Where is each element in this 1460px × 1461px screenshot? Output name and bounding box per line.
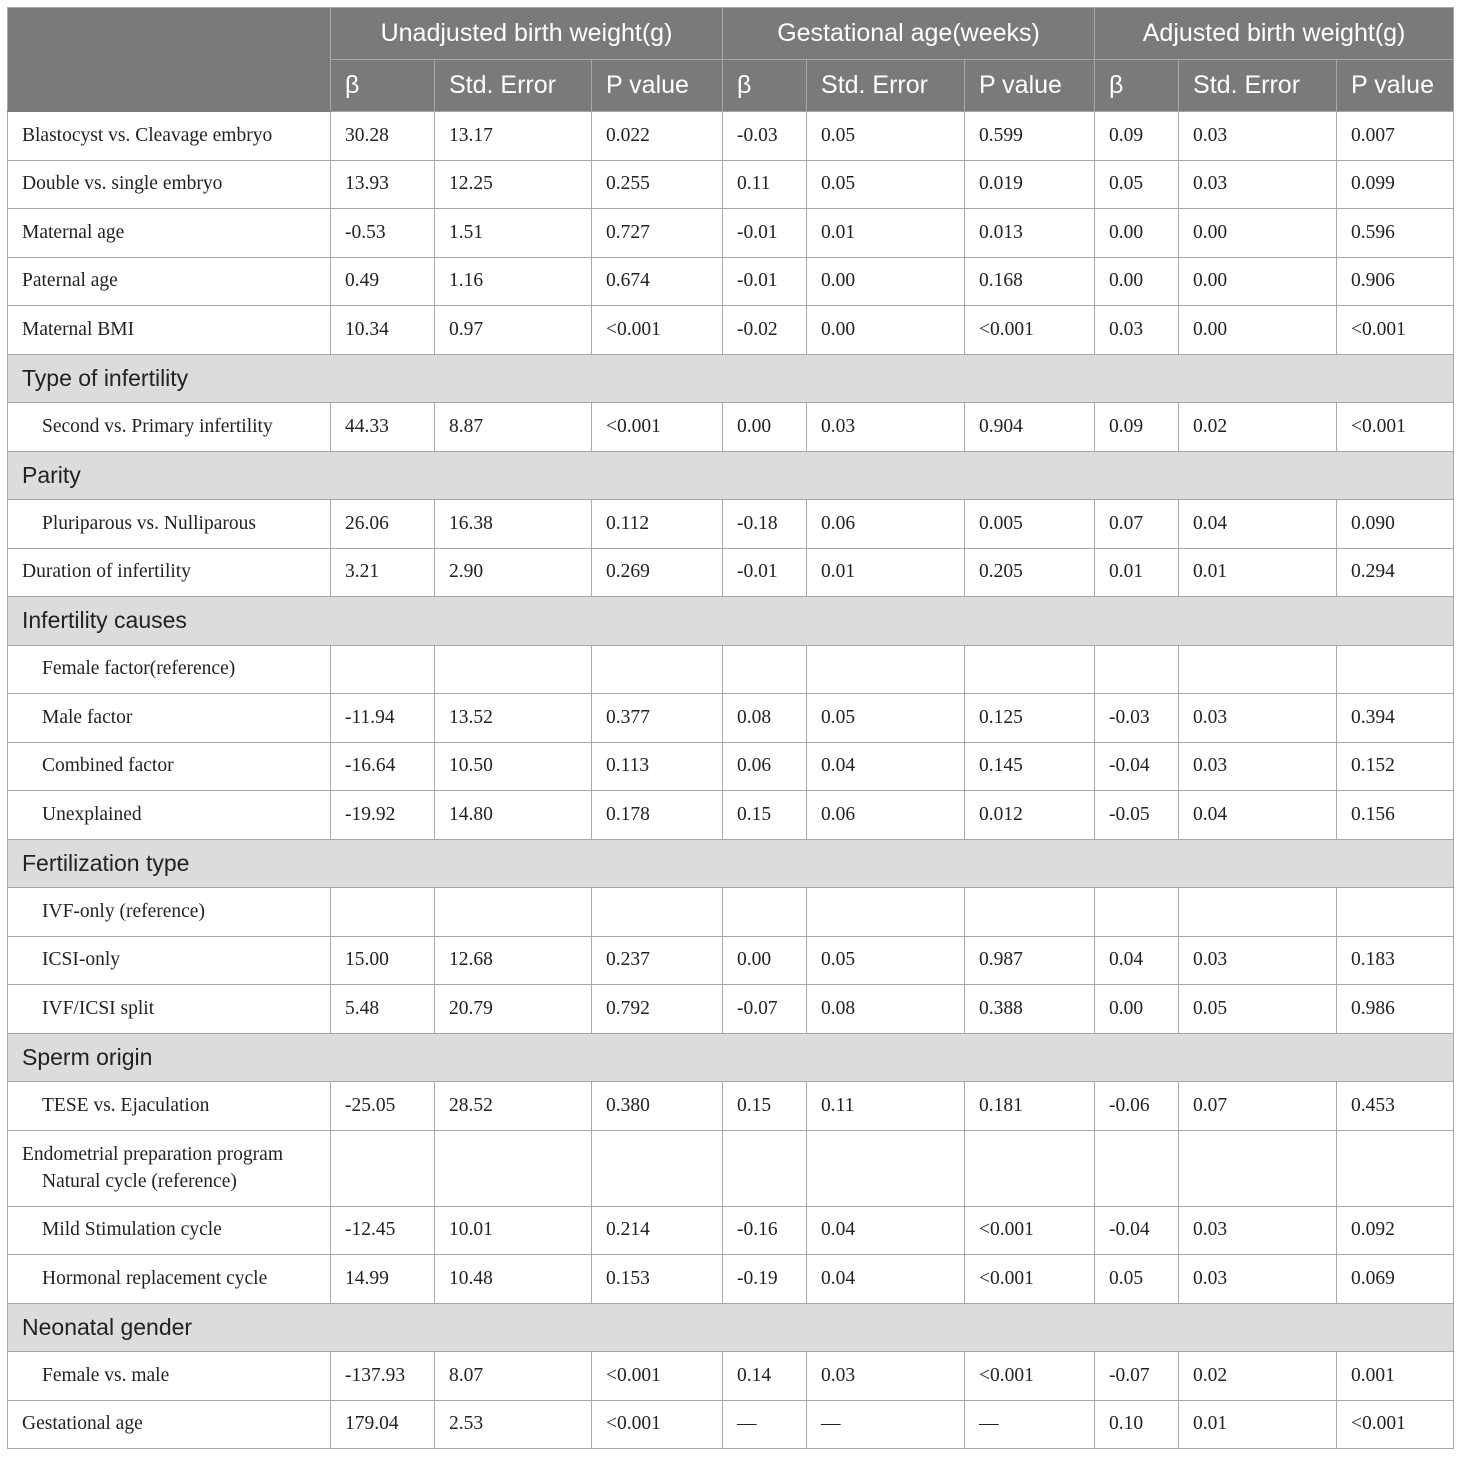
table-row	[8, 209, 1454, 258]
table-cell: 13.52	[435, 694, 592, 743]
table-cell: <0.001	[1337, 1400, 1454, 1449]
row-label-line: Endometrial preparation program	[22, 1144, 283, 1165]
table-cell	[435, 888, 592, 937]
row-label: Duration of infertility	[8, 548, 331, 597]
table-header	[8, 8, 1454, 112]
section-row	[8, 354, 1454, 403]
table-cell: 14.80	[435, 791, 592, 840]
table-cell: -0.01	[723, 548, 807, 597]
row-label: Double vs. single embryo	[8, 160, 331, 209]
table-cell: 0.01	[1179, 1400, 1337, 1449]
row-label: IVF-only (reference)	[8, 888, 331, 937]
header-beta: β	[331, 60, 435, 112]
table-cell: 0.181	[965, 1082, 1095, 1131]
table-cell: 0.06	[807, 500, 965, 549]
table-cell	[1179, 1130, 1337, 1206]
table-cell	[1337, 645, 1454, 694]
table-cell: -0.01	[723, 209, 807, 258]
table-cell	[1337, 888, 1454, 937]
row-label: Combined factor	[8, 742, 331, 791]
table-cell: 0.987	[965, 936, 1095, 985]
header-p-value: P value	[965, 60, 1095, 112]
table-cell: 5.48	[331, 985, 435, 1034]
table-cell: 0.49	[331, 257, 435, 306]
table-cell: 0.069	[1337, 1255, 1454, 1304]
table-cell: 0.090	[1337, 500, 1454, 549]
table-cell	[1179, 645, 1337, 694]
table-cell: 8.07	[435, 1352, 592, 1401]
table-cell: -12.45	[331, 1206, 435, 1255]
table-cell: 15.00	[331, 936, 435, 985]
table-cell: 0.012	[965, 791, 1095, 840]
table-cell	[435, 645, 592, 694]
table-cell: 30.28	[331, 112, 435, 161]
table-cell	[435, 1130, 592, 1206]
table-cell: 0.04	[807, 1206, 965, 1255]
table-cell: 0.03	[1179, 1206, 1337, 1255]
table-cell: 10.50	[435, 742, 592, 791]
table-cell: 0.15	[723, 1082, 807, 1131]
header-group-adjusted-birth-weight: Adjusted birth weight(g)	[1095, 8, 1454, 60]
table-cell: 0.04	[1179, 500, 1337, 549]
header-std-error: Std. Error	[1179, 60, 1337, 112]
table-cell: -0.16	[723, 1206, 807, 1255]
table-cell: 0.178	[592, 791, 723, 840]
table-cell: 0.05	[807, 112, 965, 161]
table-cell: -0.53	[331, 209, 435, 258]
header-beta: β	[1095, 60, 1179, 112]
table-cell: 179.04	[331, 1400, 435, 1449]
table-row	[8, 257, 1454, 306]
table-cell: -16.64	[331, 742, 435, 791]
table-cell: 0.08	[807, 985, 965, 1034]
table-cell: 0.04	[1095, 936, 1179, 985]
table-cell	[592, 888, 723, 937]
table-cell: 0.099	[1337, 160, 1454, 209]
table-cell: 0.168	[965, 257, 1095, 306]
row-label-subline: Natural cycle (reference)	[42, 1171, 237, 1192]
table-cell: 0.019	[965, 160, 1095, 209]
table-cell: <0.001	[592, 1400, 723, 1449]
table-cell: 0.113	[592, 742, 723, 791]
table-cell: 0.05	[1179, 985, 1337, 1034]
table-cell: <0.001	[965, 306, 1095, 355]
table-cell: 0.00	[723, 403, 807, 452]
table-cell: 10.01	[435, 1206, 592, 1255]
table-row	[8, 1082, 1454, 1131]
table-cell: <0.001	[1337, 403, 1454, 452]
table-row	[8, 742, 1454, 791]
row-label: Paternal age	[8, 257, 331, 306]
table-cell: 0.06	[723, 742, 807, 791]
table-cell: 0.00	[1179, 306, 1337, 355]
table-cell	[1095, 888, 1179, 937]
table-cell: 0.00	[807, 306, 965, 355]
table-cell: 1.16	[435, 257, 592, 306]
table-cell: 0.09	[1095, 112, 1179, 161]
table-row	[8, 694, 1454, 743]
table-cell: -0.05	[1095, 791, 1179, 840]
section-heading: Infertility causes	[8, 597, 1454, 646]
table-cell: 13.17	[435, 112, 592, 161]
table-row	[8, 1400, 1454, 1449]
table-cell: 0.97	[435, 306, 592, 355]
table-cell	[592, 645, 723, 694]
table-cell: 0.11	[723, 160, 807, 209]
table-cell: 0.07	[1095, 500, 1179, 549]
table-row	[8, 403, 1454, 452]
table-cell: <0.001	[965, 1352, 1095, 1401]
table-cell: 0.03	[1179, 742, 1337, 791]
table-cell: 0.377	[592, 694, 723, 743]
table-cell: 14.99	[331, 1255, 435, 1304]
table-cell: 0.904	[965, 403, 1095, 452]
table-cell	[965, 645, 1095, 694]
table-cell: 0.05	[807, 936, 965, 985]
table-cell: -19.92	[331, 791, 435, 840]
table-cell	[723, 888, 807, 937]
table-cell: 0.03	[1179, 1255, 1337, 1304]
table-cell: 0.01	[807, 548, 965, 597]
table-cell	[331, 645, 435, 694]
section-heading: Fertilization type	[8, 839, 1454, 888]
table-cell: 0.05	[1095, 1255, 1179, 1304]
table-cell	[807, 888, 965, 937]
row-label: Male factor	[8, 694, 331, 743]
section-row	[8, 597, 1454, 646]
table-cell: -0.07	[723, 985, 807, 1034]
row-label: Female vs. male	[8, 1352, 331, 1401]
table-cell: 13.93	[331, 160, 435, 209]
table-cell: 12.25	[435, 160, 592, 209]
table-cell	[807, 645, 965, 694]
table-cell: 0.214	[592, 1206, 723, 1255]
row-label: Gestational age	[8, 1400, 331, 1449]
table-cell: —	[965, 1400, 1095, 1449]
table-cell	[1179, 888, 1337, 937]
table-row	[8, 888, 1454, 937]
table-cell: 0.03	[1179, 694, 1337, 743]
table-cell: 0.727	[592, 209, 723, 258]
header-beta: β	[723, 60, 807, 112]
table-cell: -0.01	[723, 257, 807, 306]
table-cell: 0.03	[1179, 112, 1337, 161]
table-cell: 0.02	[1179, 403, 1337, 452]
table-cell: 16.38	[435, 500, 592, 549]
table-row	[8, 160, 1454, 209]
section-row	[8, 1303, 1454, 1352]
table-cell: 0.145	[965, 742, 1095, 791]
header-corner-cell	[8, 8, 331, 112]
row-label: Second vs. Primary infertility	[8, 403, 331, 452]
section-row	[8, 451, 1454, 500]
table-cell: <0.001	[1337, 306, 1454, 355]
row-label: Maternal age	[8, 209, 331, 258]
table-cell: 10.48	[435, 1255, 592, 1304]
table-cell: 0.269	[592, 548, 723, 597]
table-cell: 0.00	[1095, 209, 1179, 258]
table-cell: —	[807, 1400, 965, 1449]
table-cell: 0.792	[592, 985, 723, 1034]
table-cell	[965, 1130, 1095, 1206]
table-row	[8, 1130, 1454, 1206]
table-body	[8, 112, 1454, 1449]
table-row	[8, 500, 1454, 549]
row-label: Pluriparous vs. Nulliparous	[8, 500, 331, 549]
table-cell: 8.87	[435, 403, 592, 452]
table-cell: 0.01	[807, 209, 965, 258]
row-label: TESE vs. Ejaculation	[8, 1082, 331, 1131]
table-cell: -137.93	[331, 1352, 435, 1401]
table-cell: 0.112	[592, 500, 723, 549]
row-label: Blastocyst vs. Cleavage embryo	[8, 112, 331, 161]
table-cell: 0.01	[1179, 548, 1337, 597]
table-cell: 0.00	[807, 257, 965, 306]
table-row	[8, 1255, 1454, 1304]
row-label: Mild Stimulation cycle	[8, 1206, 331, 1255]
section-heading: Neonatal gender	[8, 1303, 1454, 1352]
table-cell: 0.294	[1337, 548, 1454, 597]
table-cell: 0.205	[965, 548, 1095, 597]
table-cell: 0.05	[807, 160, 965, 209]
table-cell: -0.03	[723, 112, 807, 161]
table-cell	[1337, 1130, 1454, 1206]
table-cell: 0.906	[1337, 257, 1454, 306]
section-heading: Sperm origin	[8, 1033, 1454, 1082]
table-cell: 28.52	[435, 1082, 592, 1131]
header-p-value: P value	[592, 60, 723, 112]
table-cell: 0.125	[965, 694, 1095, 743]
table-cell: 0.04	[807, 1255, 965, 1304]
section-row	[8, 1033, 1454, 1082]
table-cell: 0.599	[965, 112, 1095, 161]
table-cell: -0.19	[723, 1255, 807, 1304]
table-cell: 0.05	[1095, 160, 1179, 209]
header-std-error: Std. Error	[435, 60, 592, 112]
table-cell: 2.53	[435, 1400, 592, 1449]
table-cell: 0.255	[592, 160, 723, 209]
table-cell: 0.388	[965, 985, 1095, 1034]
table-cell	[723, 645, 807, 694]
table-cell: -0.06	[1095, 1082, 1179, 1131]
table-cell: 44.33	[331, 403, 435, 452]
row-label: Maternal BMI	[8, 306, 331, 355]
row-label: ICSI-only	[8, 936, 331, 985]
table-cell: 0.08	[723, 694, 807, 743]
table-cell: <0.001	[965, 1255, 1095, 1304]
table-cell: 0.596	[1337, 209, 1454, 258]
table-cell: -0.07	[1095, 1352, 1179, 1401]
table-cell: <0.001	[592, 1352, 723, 1401]
table-cell: -0.04	[1095, 1206, 1179, 1255]
table-cell	[592, 1130, 723, 1206]
row-label: Female factor(reference)	[8, 645, 331, 694]
table-cell: <0.001	[592, 306, 723, 355]
table-cell: 2.90	[435, 548, 592, 597]
section-heading: Parity	[8, 451, 1454, 500]
table-cell: -0.18	[723, 500, 807, 549]
header-std-error: Std. Error	[807, 60, 965, 112]
table-cell	[331, 888, 435, 937]
table-cell: -25.05	[331, 1082, 435, 1131]
regression-table	[7, 7, 1454, 1449]
table-cell: 0.00	[1095, 257, 1179, 306]
table-cell: 0.01	[1095, 548, 1179, 597]
table-cell	[1095, 1130, 1179, 1206]
table-cell: -0.04	[1095, 742, 1179, 791]
table-row	[8, 1206, 1454, 1255]
table-cell: 0.005	[965, 500, 1095, 549]
table-cell: 0.14	[723, 1352, 807, 1401]
table-cell: -0.02	[723, 306, 807, 355]
table-cell: 0.11	[807, 1082, 965, 1131]
table-row	[8, 985, 1454, 1034]
table-cell	[807, 1130, 965, 1206]
table-cell: 0.02	[1179, 1352, 1337, 1401]
table-cell: 0.03	[807, 403, 965, 452]
row-label: IVF/ICSI split	[8, 985, 331, 1034]
row-label: Unexplained	[8, 791, 331, 840]
table-row	[8, 112, 1454, 161]
table-row	[8, 1352, 1454, 1401]
section-row	[8, 839, 1454, 888]
table-cell: 3.21	[331, 548, 435, 597]
table-cell: 0.05	[807, 694, 965, 743]
table-cell: 20.79	[435, 985, 592, 1034]
table-cell: 26.06	[331, 500, 435, 549]
table-row	[8, 645, 1454, 694]
table-cell: 0.00	[1095, 985, 1179, 1034]
table-cell: 0.986	[1337, 985, 1454, 1034]
table-cell: 0.022	[592, 112, 723, 161]
table-cell: 0.09	[1095, 403, 1179, 452]
table-cell: 0.00	[1179, 257, 1337, 306]
table-cell: 0.07	[1179, 1082, 1337, 1131]
table-cell: 0.007	[1337, 112, 1454, 161]
table-row	[8, 791, 1454, 840]
table-cell: 0.237	[592, 936, 723, 985]
header-group-row	[8, 8, 1454, 60]
table-cell: 0.001	[1337, 1352, 1454, 1401]
table-cell: 12.68	[435, 936, 592, 985]
table-cell: 0.03	[1179, 160, 1337, 209]
header-p-value: P value	[1337, 60, 1454, 112]
header-group-gestational-age: Gestational age(weeks)	[723, 8, 1095, 60]
row-label	[8, 1130, 331, 1206]
table-cell: 10.34	[331, 306, 435, 355]
table-cell: 0.03	[1179, 936, 1337, 985]
table-cell: 0.06	[807, 791, 965, 840]
table-cell: 0.152	[1337, 742, 1454, 791]
table-cell: 1.51	[435, 209, 592, 258]
row-label: Hormonal replacement cycle	[8, 1255, 331, 1304]
table-cell: 0.03	[807, 1352, 965, 1401]
table-cell: 0.183	[1337, 936, 1454, 985]
table-cell: <0.001	[965, 1206, 1095, 1255]
table-cell: 0.00	[1179, 209, 1337, 258]
table-cell: 0.674	[592, 257, 723, 306]
table-cell: 0.380	[592, 1082, 723, 1131]
table-cell	[1095, 645, 1179, 694]
table-row	[8, 936, 1454, 985]
table-cell: 0.092	[1337, 1206, 1454, 1255]
table-cell: 0.04	[807, 742, 965, 791]
table-row	[8, 306, 1454, 355]
table-cell: 0.156	[1337, 791, 1454, 840]
table-cell: 0.153	[592, 1255, 723, 1304]
table-cell	[723, 1130, 807, 1206]
table-cell: 0.013	[965, 209, 1095, 258]
table-cell: 0.15	[723, 791, 807, 840]
table-cell: -11.94	[331, 694, 435, 743]
table-cell: 0.00	[723, 936, 807, 985]
table-cell: <0.001	[592, 403, 723, 452]
table-row	[8, 548, 1454, 597]
table-cell	[331, 1130, 435, 1206]
table-cell	[965, 888, 1095, 937]
table-cell: 0.394	[1337, 694, 1454, 743]
table-cell: 0.453	[1337, 1082, 1454, 1131]
table-cell: -0.03	[1095, 694, 1179, 743]
table-cell: 0.10	[1095, 1400, 1179, 1449]
table-cell: 0.03	[1095, 306, 1179, 355]
header-group-unadjusted-birth-weight: Unadjusted birth weight(g)	[331, 8, 723, 60]
section-heading: Type of infertility	[8, 354, 1454, 403]
table-cell: —	[723, 1400, 807, 1449]
table-cell: 0.04	[1179, 791, 1337, 840]
